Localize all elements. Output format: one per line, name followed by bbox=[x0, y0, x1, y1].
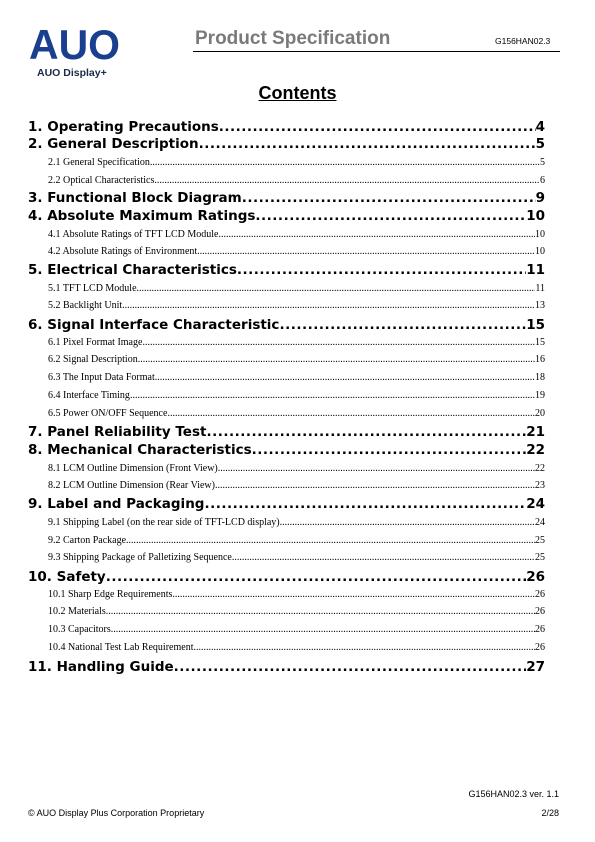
toc-section-entry[interactable] bbox=[28, 262, 545, 278]
toc-entry-title: 10.4 National Test Lab Requirement bbox=[48, 642, 194, 653]
toc-entry-title: 4. Absolute Maximum Ratings bbox=[28, 208, 256, 224]
toc-dot-leader bbox=[242, 190, 536, 206]
toc-entry-title: 2. General Description bbox=[28, 136, 199, 152]
toc-dot-leader bbox=[142, 337, 535, 348]
toc-entry-title: 8.2 LCM Outline Dimension (Rear View) bbox=[48, 480, 215, 491]
toc-page-number: 24 bbox=[535, 517, 545, 528]
toc-entry-title: 7. Panel Reliability Test bbox=[28, 424, 207, 440]
toc-subsection-entry[interactable] bbox=[48, 300, 545, 311]
toc-section-entry[interactable] bbox=[28, 496, 545, 512]
toc-page-number: 11 bbox=[535, 283, 545, 294]
logo-subtitle: AUO Display+ bbox=[37, 67, 107, 79]
toc-entry-title: 10. Safety bbox=[28, 569, 106, 585]
toc-entry-title: 2.2 Optical Characteristics bbox=[48, 175, 155, 186]
toc-entry-title: 8. Mechanical Characteristics bbox=[28, 442, 252, 458]
toc-dot-leader bbox=[126, 535, 535, 546]
toc-dot-leader bbox=[137, 283, 536, 294]
toc-dot-leader bbox=[218, 463, 535, 474]
toc-dot-leader bbox=[130, 390, 535, 401]
toc-page-number: 5 bbox=[540, 157, 545, 168]
toc-page-number: 9 bbox=[535, 190, 545, 206]
toc-page-number: 15 bbox=[535, 337, 545, 348]
toc-dot-leader bbox=[206, 424, 526, 440]
footer-version: G156HAN02.3 ver. 1.1 bbox=[468, 789, 559, 799]
toc-subsection-entry[interactable] bbox=[48, 517, 545, 528]
toc-page-number: 26 bbox=[535, 589, 545, 600]
toc-entry-title: 4.1 Absolute Ratings of TFT LCD Module bbox=[48, 229, 219, 240]
toc-dot-leader bbox=[167, 408, 535, 419]
toc-entry-title: 6.3 The Input Data Format bbox=[48, 372, 155, 383]
toc-page-number: 22 bbox=[535, 463, 545, 474]
toc-entry-title: 9.1 Shipping Label (on the rear side of TFT-LCD display) bbox=[48, 517, 280, 528]
toc-entry-title: 5. Electrical Characteristics bbox=[28, 262, 237, 278]
toc-subsection-entry[interactable] bbox=[48, 589, 545, 600]
toc-dot-leader bbox=[218, 229, 535, 240]
toc-entry-title: 9.3 Shipping Package of Palletizing Sequence bbox=[48, 552, 232, 563]
toc-subsection-entry[interactable] bbox=[48, 246, 545, 257]
toc-entry-title: 9. Label and Packaging bbox=[28, 496, 205, 512]
toc-page-number: 20 bbox=[535, 408, 545, 419]
toc-dot-leader bbox=[279, 317, 526, 333]
toc-subsection-entry[interactable] bbox=[48, 354, 545, 365]
toc-entry-title: 9.2 Carton Package bbox=[48, 535, 127, 546]
toc-entry-title: 5.1 TFT LCD Module bbox=[48, 283, 137, 294]
toc-page-number: 11 bbox=[526, 262, 545, 278]
toc-entry-title: 11. Handling Guide bbox=[28, 659, 174, 675]
toc-page-number: 25 bbox=[535, 552, 545, 563]
toc-subsection-entry[interactable] bbox=[48, 408, 545, 419]
toc-subsection-entry[interactable] bbox=[48, 624, 545, 635]
toc-dot-leader bbox=[199, 136, 536, 152]
toc-dot-leader bbox=[154, 175, 540, 186]
toc-page-number: 10 bbox=[535, 246, 545, 257]
toc-section-entry[interactable] bbox=[28, 190, 545, 206]
toc-section-entry[interactable] bbox=[28, 569, 545, 585]
toc-page-number: 13 bbox=[535, 300, 545, 311]
toc-entry-title: 6.4 Interface Timing bbox=[48, 390, 130, 401]
toc-page-number: 26 bbox=[535, 606, 545, 617]
toc-page-number: 22 bbox=[526, 442, 545, 458]
toc-section-entry[interactable] bbox=[28, 424, 545, 440]
toc-entry-title: 6.5 Power ON/OFF Sequence bbox=[48, 408, 168, 419]
toc-page-number: 18 bbox=[535, 372, 545, 383]
toc-subsection-entry[interactable] bbox=[48, 463, 545, 474]
toc-page-number: 10 bbox=[526, 208, 545, 224]
toc-dot-leader bbox=[174, 659, 527, 675]
contents-heading: Contents bbox=[258, 83, 337, 103]
toc-dot-leader bbox=[197, 246, 535, 257]
toc-entry-title: 8.1 LCM Outline Dimension (Front View) bbox=[48, 463, 218, 474]
toc-subsection-entry[interactable] bbox=[48, 552, 545, 563]
toc-page-number: 27 bbox=[526, 659, 545, 675]
toc-section-entry[interactable] bbox=[28, 442, 545, 458]
toc-dot-leader bbox=[232, 552, 535, 563]
toc-dot-leader bbox=[122, 300, 535, 311]
model-number: G156HAN02.3 bbox=[495, 36, 551, 46]
toc-entry-title: 10.2 Materials bbox=[48, 606, 106, 617]
toc-dot-leader bbox=[204, 496, 526, 512]
toc-dot-leader bbox=[280, 517, 535, 528]
toc-entry-title: 10.3 Capacitors bbox=[48, 624, 111, 635]
toc-page-number: 21 bbox=[526, 424, 545, 440]
toc-page-number: 25 bbox=[535, 535, 545, 546]
toc-page-number: 16 bbox=[535, 354, 545, 365]
toc-dot-leader bbox=[106, 569, 526, 585]
toc-page-number: 19 bbox=[535, 390, 545, 401]
toc-entry-title: 4.2 Absolute Ratings of Environment bbox=[48, 246, 198, 257]
toc-dot-leader bbox=[193, 642, 535, 653]
toc-page-number: 10 bbox=[535, 229, 545, 240]
toc-dot-leader bbox=[255, 208, 526, 224]
toc-page-number: 4 bbox=[535, 119, 545, 135]
toc-entry-title: 6.2 Signal Description bbox=[48, 354, 138, 365]
toc-entry-title: 1. Operating Precautions bbox=[28, 119, 219, 135]
toc-subsection-entry[interactable] bbox=[48, 480, 545, 491]
toc-subsection-entry[interactable] bbox=[48, 175, 545, 186]
toc-entry-title: 6. Signal Interface Characteristic bbox=[28, 317, 280, 333]
toc-dot-leader bbox=[150, 157, 540, 168]
toc-subsection-entry[interactable] bbox=[48, 283, 545, 294]
toc-entry-title: 2.1 General Specification bbox=[48, 157, 150, 168]
toc-subsection-entry[interactable] bbox=[48, 337, 545, 348]
toc-page-number: 23 bbox=[535, 480, 545, 491]
toc-entry-title: 10.1 Sharp Edge Requirements bbox=[48, 589, 173, 600]
toc-dot-leader bbox=[111, 624, 535, 635]
toc-subsection-entry[interactable] bbox=[48, 535, 545, 546]
toc-entry-title: 5.2 Backlight Unit bbox=[48, 300, 123, 311]
toc-page-number: 26 bbox=[535, 642, 545, 653]
toc-dot-leader bbox=[138, 354, 535, 365]
toc-page-number: 26 bbox=[526, 569, 545, 585]
toc-subsection-entry[interactable] bbox=[48, 390, 545, 401]
toc-section-entry[interactable] bbox=[28, 136, 545, 152]
toc-subsection-entry[interactable] bbox=[48, 157, 545, 168]
toc-entry-title: 6.1 Pixel Format Image bbox=[48, 337, 143, 348]
toc-dot-leader bbox=[106, 606, 535, 617]
footer-page-number: 2/28 bbox=[541, 808, 559, 818]
toc-dot-leader bbox=[155, 372, 535, 383]
toc-subsection-entry[interactable] bbox=[48, 642, 545, 653]
footer-copyright: © AUO Display Plus Corporation Proprietary bbox=[28, 808, 205, 818]
toc-subsection-entry[interactable] bbox=[48, 372, 545, 383]
toc-subsection-entry[interactable] bbox=[48, 229, 545, 240]
toc-page-number: 26 bbox=[535, 624, 545, 635]
toc-section-entry[interactable] bbox=[28, 208, 545, 224]
toc-section-entry[interactable] bbox=[28, 317, 545, 333]
document-title: Product Specification bbox=[195, 28, 391, 49]
toc-section-entry[interactable] bbox=[28, 119, 545, 135]
toc-subsection-entry[interactable] bbox=[48, 606, 545, 617]
toc-page-number: 6 bbox=[540, 175, 545, 186]
toc-section-entry[interactable] bbox=[28, 659, 545, 675]
toc-dot-leader bbox=[252, 442, 527, 458]
logo-lettering: AUO bbox=[29, 26, 120, 62]
toc-page-number: 24 bbox=[526, 496, 545, 512]
toc-dot-leader bbox=[215, 480, 535, 491]
toc-entry-title: 3. Functional Block Diagram bbox=[28, 190, 242, 206]
toc-dot-leader bbox=[172, 589, 535, 600]
toc-dot-leader bbox=[237, 262, 526, 278]
toc-page-number: 15 bbox=[526, 317, 545, 333]
toc-page-number: 5 bbox=[535, 136, 545, 152]
toc-dot-leader bbox=[219, 119, 536, 135]
